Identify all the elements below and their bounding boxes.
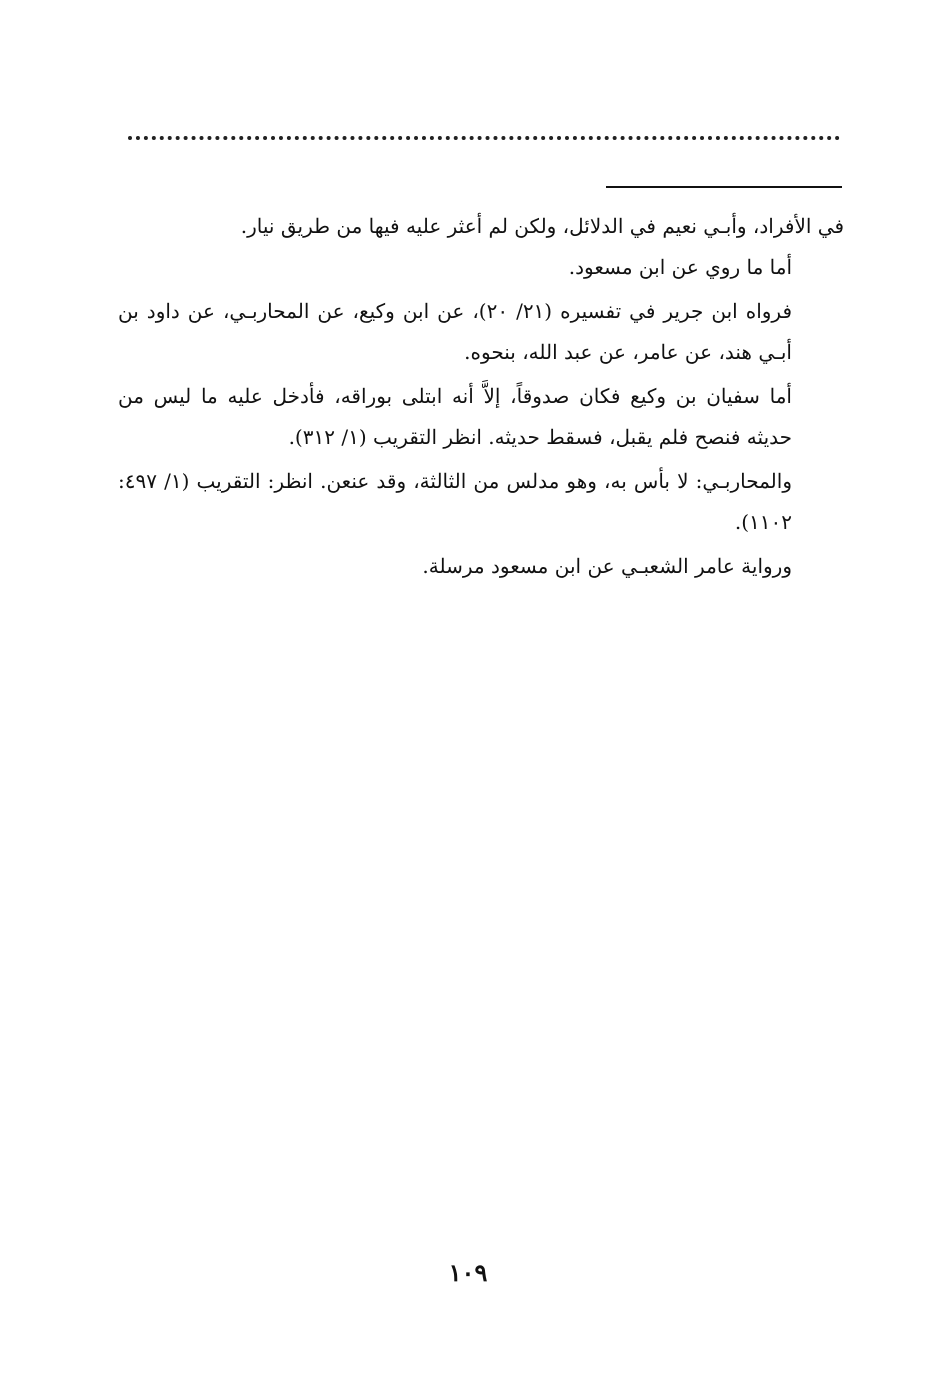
footnote-para-muharibi: والمحاربـي: لا بأس به، وهو مدلس من الثالثة، وقد عنعن. انظر: التقريب (١/ ٤٩٧: ١١٠٢).	[118, 469, 792, 534]
footnotes-block	[118, 206, 844, 590]
page-number: ١٠٩	[448, 1258, 488, 1287]
footnote-separator	[606, 186, 842, 188]
dotted-separator	[128, 136, 840, 140]
footnote-heading-ibn-masud: أما ما روي عن ابن مسعود.	[568, 255, 792, 279]
footnote-para-riwaya: ورواية عامر الشعبـي عن ابن مسعود مرسلة.	[422, 554, 792, 578]
footnote-continuation: في الأفراد، وأبـي نعيم في الدلائل، ولكن لم أعثر عليه فيها من طريق نيار.	[240, 214, 844, 238]
footnote-para-sufyan: أما سفيان بن وكيع فكان صدوقاً، إلاَّ أنه ابتلى بوراقه، فأدخل عليه ما ليس من حديثه فنصح فلم يقبل، فسقط حديثه. انظر التقريب (١/ ٣١٢).	[118, 384, 792, 449]
footnote-para-tafsir: فرواه ابن جرير في تفسيره (٢١/ ٢٠)، عن ابن وكيع، عن المحاربـي، عن داود بن أبـي هند، عن عامر، عن عبد الله، بنحوه.	[118, 299, 793, 364]
